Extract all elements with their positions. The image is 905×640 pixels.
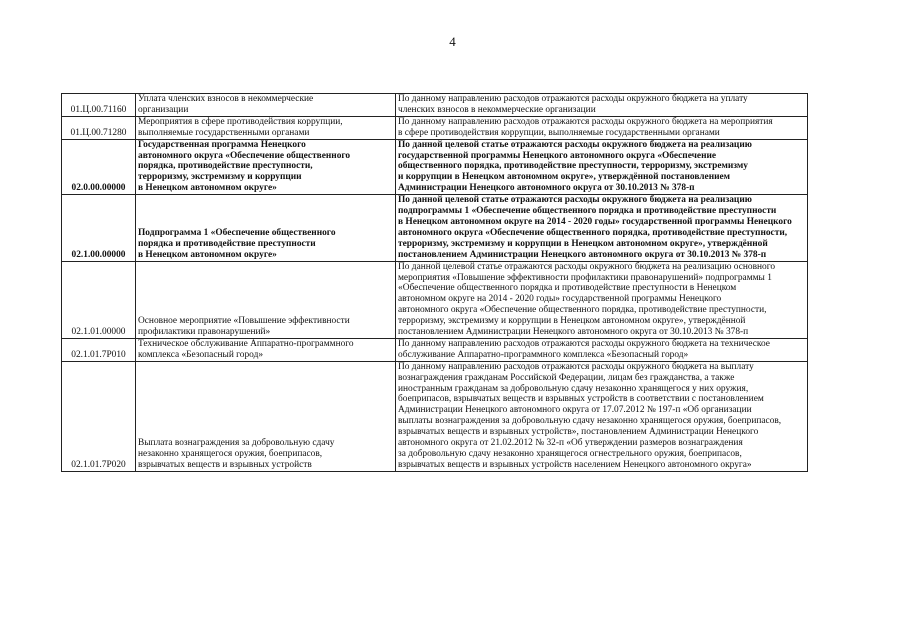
row-description-line: автономном округе на 2014 - 2020 годы» государственной программы Ненецкого — [398, 294, 722, 305]
row-description-line: и коррупции в Ненецком автономном округе», утверждённой постановлением — [398, 172, 731, 183]
row-description — [396, 261, 808, 338]
row-name-line: организации — [138, 104, 189, 115]
row-description-line: По данному направлению расходов отражаются расходы окружного бюджета на выплату — [398, 361, 754, 372]
row-description — [396, 338, 808, 361]
row-description-line: Администрации Ненецкого автономного округа от 30.10.2013 № 378-п — [398, 183, 695, 194]
row-description-line: постановлением Администрации Ненецкого автономного округа от 30.10.2013 № 378-п — [398, 249, 767, 260]
row-code: 02.1.00.00000 — [62, 195, 136, 261]
row-name — [136, 261, 396, 338]
row-description-line: общественного порядка, противодействие преступности, терроризму, экстремизму — [398, 161, 748, 172]
row-name-line: в Ненецком автономном округе» — [138, 249, 277, 260]
row-name-line: выполняемые государственными органами — [138, 127, 310, 138]
row-description — [396, 94, 808, 117]
row-description-line: По данной целевой статье отражаются расходы окружного бюджета на реализацию основного — [398, 261, 776, 272]
row-description-line: боеприпасов, взрывчатых веществ и взрывных устройств в соответствии с постановлением — [398, 394, 764, 405]
row-description-line: По данной целевой статье отражаются расходы окружного бюджета на реализацию — [398, 139, 752, 150]
row-description-line: По данной целевой статье отражаются расходы окружного бюджета на реализацию — [398, 195, 752, 206]
row-name-line: Техническое обслуживание Аппаратно-программного — [138, 338, 354, 349]
row-description-line: выплаты вознаграждения за добровольную сдачу незаконно хранящегося оружия, боеприпасов, — [398, 416, 782, 427]
row-name-line: профилактики правонарушений» — [138, 327, 271, 338]
table-row — [62, 261, 808, 338]
table-body — [62, 94, 808, 472]
table-row — [62, 338, 808, 361]
row-description — [396, 116, 808, 139]
row-description-line: подпрограммы 1 «Обеспечение общественного порядка и противодействие преступности — [398, 206, 777, 217]
row-description-line: постановлением Администрации Ненецкого автономного округа от 30.10.2013 № 378-п — [398, 327, 749, 338]
budget-classification-table — [61, 93, 808, 472]
row-name-line: Подпрограмма 1 «Обеспечение общественного — [138, 227, 336, 238]
row-name — [136, 361, 396, 471]
row-description-line: По данному направлению расходов отражаются расходы окружного бюджета на мероприятия — [398, 116, 773, 127]
row-name-line: порядка, противодействие преступности, — [138, 161, 313, 172]
row-name-line: незаконно хранящегося оружия, боеприпасов, — [138, 449, 323, 459]
row-name-line: порядка и противодействие преступности — [138, 238, 316, 249]
row-name-line: автономного округа «Обеспечение общественного — [138, 150, 351, 161]
row-description-line: в сфере противодействия коррупции, выполняемые государственными органами — [398, 127, 720, 138]
row-name — [136, 94, 396, 117]
row-description-line: Администрации Ненецкого автономного округа от 17.07.2012 № 197-п «Об организации — [398, 405, 752, 416]
row-description-line: государственной программы Ненецкого автономного округа «Обеспечение — [398, 150, 717, 161]
row-description-line: автономного округа «Обеспечение общественного порядка, противодействие преступности, — [398, 227, 788, 238]
table-row — [62, 116, 808, 139]
row-code: 02.0.00.00000 — [62, 139, 136, 195]
row-name-line: комплекса «Безопасный город» — [138, 349, 264, 360]
row-name-line: Выплата вознаграждения за добровольную сдачу — [138, 438, 335, 449]
row-description-line: членских взносов в некоммерческие организации — [398, 104, 596, 115]
row-name-line: взрывчатых веществ и взрывных устройств — [138, 459, 312, 470]
row-description-line: обслуживание Аппаратно-программного комплекса «Безопасный город» — [398, 349, 689, 360]
row-description — [396, 195, 808, 261]
row-description — [396, 139, 808, 195]
row-description-line: «Обеспечение общественного порядка и противодействие преступности в Ненецком — [398, 283, 737, 294]
row-code: 02.1.01.7Р020 — [62, 361, 136, 471]
row-description-line: По данному направлению расходов отражаются расходы окружного бюджета на уплату — [398, 94, 748, 104]
row-description — [396, 361, 808, 471]
row-code: 02.1.01.7Р010 — [62, 338, 136, 361]
row-description-line: вознаграждения гражданам Российской Федерации, лицам без гражданства, а также — [398, 372, 735, 383]
table-row — [62, 139, 808, 195]
row-name-line: Мероприятия в сфере противодействия коррупции, — [138, 116, 343, 127]
table-row — [62, 195, 808, 261]
table-row — [62, 94, 808, 117]
page-number: 4 — [449, 34, 456, 49]
row-description-line: автономного округа от 21.02.2012 № 32-п «Об утверждении размеров вознаграждения — [398, 438, 743, 449]
row-name — [136, 116, 396, 139]
row-name — [136, 139, 396, 195]
table-row — [62, 361, 808, 471]
row-description-line: взрывчатых веществ и взрывных устройств населением Ненецкого автономного округа» — [398, 459, 752, 470]
row-name — [136, 195, 396, 261]
row-description-line: мероприятия «Повышение эффективности профилактики правонарушений» подпрограммы 1 — [398, 272, 772, 283]
row-description-line: в Ненецком автономном округе на 2014 - 2020 годы» государственной программы Ненецкого — [398, 216, 792, 227]
row-description-line: за добровольную сдачу незаконно хранящегося огнестрельного оружия, боеприпасов, — [398, 449, 742, 459]
row-name-line: Государственная программа Ненецкого — [138, 139, 306, 150]
row-description-line: терроризму, экстремизму и коррупции в Ненецком автономном округе», утверждённой — [398, 316, 746, 327]
row-name-line: в Ненецком автономном округе» — [138, 183, 277, 194]
row-description-line: иностранным гражданам за добровольную сдачу незаконно хранящегося у них оружия, — [398, 383, 749, 394]
row-description-line: По данному направлению расходов отражаются расходы окружного бюджета на техническое — [398, 338, 770, 349]
row-name-line: терроризму, экстремизму и коррупции — [138, 172, 302, 183]
row-description-line: терроризму, экстремизму и коррупции в Ненецком автономном округе», утверждённой — [398, 238, 768, 249]
row-name-line: Основное мероприятие «Повышение эффективности — [138, 316, 350, 327]
row-description-line: автономного округа «Обеспечение общественного порядка, противодействие преступности, — [398, 305, 767, 316]
row-name — [136, 338, 396, 361]
row-code: 02.1.01.00000 — [62, 261, 136, 338]
row-code: 01.Ц.00.71160 — [62, 94, 136, 117]
row-code: 01.Ц.00.71280 — [62, 116, 136, 139]
row-description-line: взрывчатых веществ и взрывных устройств», постановлением Администрации Ненецкого — [398, 427, 759, 438]
row-name-line: Уплата членских взносов в некоммерческие — [138, 94, 314, 104]
